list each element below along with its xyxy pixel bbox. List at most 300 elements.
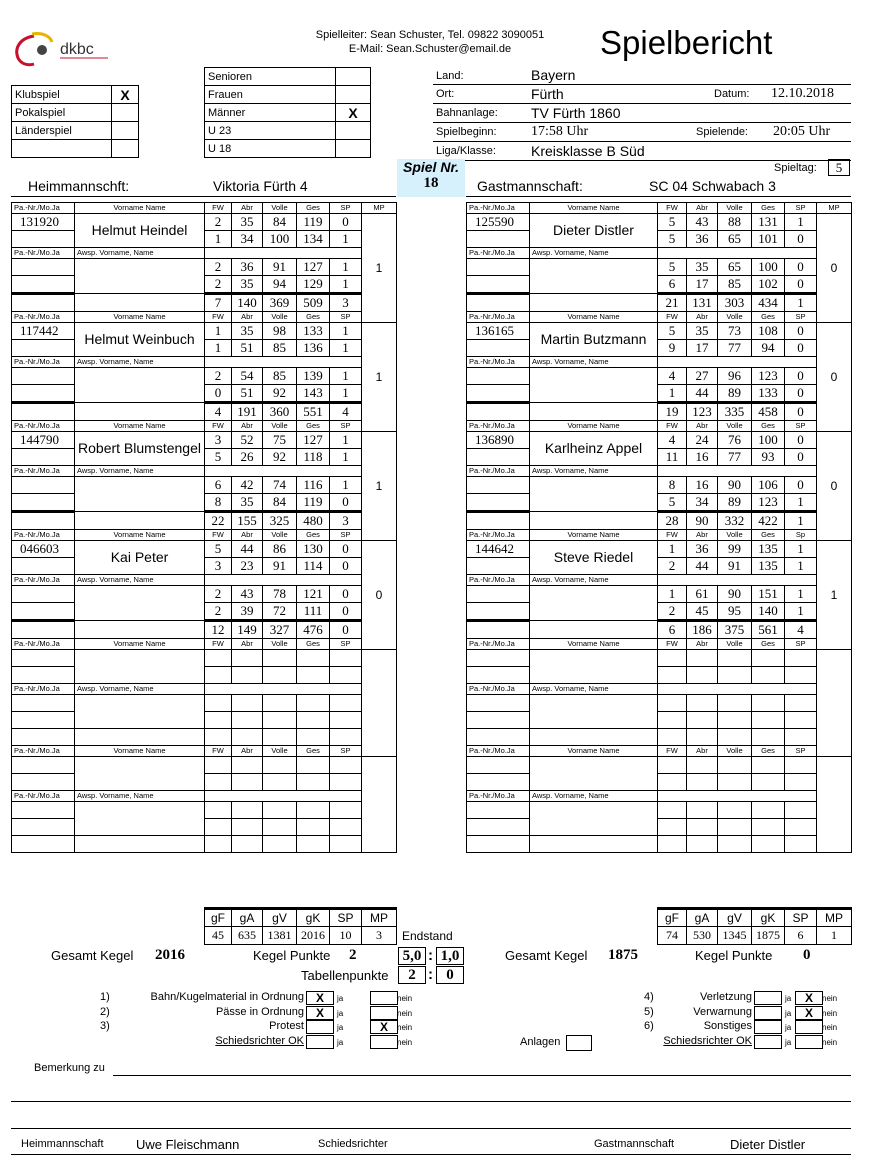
score-cell: 77: [718, 340, 752, 357]
sp-header: SP: [330, 530, 362, 541]
ja-label: ja: [785, 1023, 792, 1032]
totals-value: 10: [330, 927, 362, 945]
abr-header: Abr: [687, 312, 718, 323]
pnr-cell: [12, 558, 75, 575]
abr-header: Abr: [232, 530, 263, 541]
ges-header: Ges: [752, 312, 785, 323]
score-cell: 35: [687, 323, 718, 340]
player-mp: 1: [362, 432, 397, 541]
score-cell: 21: [658, 294, 687, 312]
tab-away: 0: [436, 966, 464, 984]
player-row: [467, 259, 852, 276]
pnr-header: Pa.-Nr./Mo.Ja: [12, 421, 75, 432]
check-nein-box[interactable]: [795, 1020, 823, 1034]
category-mark[interactable]: X: [336, 104, 371, 122]
totals-value: 1345: [718, 927, 752, 945]
check-ja-box[interactable]: X: [306, 1006, 334, 1020]
player-row: [467, 695, 852, 712]
player-mp: 0: [362, 541, 397, 650]
category-row: [205, 86, 371, 104]
abr-header: Abr: [687, 530, 718, 541]
totals-value: 635: [232, 927, 263, 945]
score-cell: 561: [752, 621, 785, 639]
score-cell: 143: [297, 385, 330, 403]
grid-header-row: [467, 530, 852, 541]
score-cell: 0: [785, 323, 817, 340]
info-row-land: Land: Bayern: [433, 67, 851, 85]
name-header: Vorname Name: [75, 639, 205, 650]
player-row: [467, 603, 852, 621]
score-cell: [658, 802, 687, 819]
awsp-name[interactable]: [530, 477, 658, 512]
score-cell: 99: [718, 541, 752, 558]
away-kegelpunkte-label: Kegel Punkte: [695, 948, 773, 963]
anlagen-label: Anlagen: [520, 1036, 561, 1048]
score-cell: [205, 712, 232, 729]
score-cell: 1: [330, 231, 362, 248]
tab-colon: :: [428, 966, 433, 983]
totals-header: gK: [752, 909, 785, 927]
score-cell: 1: [785, 541, 817, 558]
player-name[interactable]: [530, 650, 658, 684]
score-cell: [263, 695, 297, 712]
awsp-name[interactable]: [75, 586, 205, 621]
score-cell: 65: [718, 231, 752, 248]
ges-header: Ges: [297, 312, 330, 323]
score-home: 5,0: [398, 947, 426, 965]
pnr-header: Pa.-Nr./Mo.Ja: [12, 312, 75, 323]
score-cell: 36: [232, 259, 263, 276]
match-type-mark[interactable]: [112, 122, 139, 140]
score-cell: 23: [232, 558, 263, 575]
awsp-name-label: Awsp. Vorname, Name: [75, 248, 205, 259]
sp-header: SP: [330, 312, 362, 323]
pnr-cell: [12, 603, 75, 621]
score-cell: 551: [297, 403, 330, 421]
dkbc-logo: [12, 28, 112, 70]
player-row: [12, 586, 397, 603]
score-cell: 102: [752, 276, 785, 294]
score-cell: [752, 819, 785, 836]
match-type-mark[interactable]: [112, 140, 139, 158]
awsp-name[interactable]: [75, 802, 205, 836]
player-mp: [362, 650, 397, 757]
score-cell: 11: [658, 449, 687, 466]
fw-header: FW: [658, 421, 687, 432]
score-cell: 52: [232, 432, 263, 449]
score-cell: 72: [263, 603, 297, 621]
score-cell: 375: [718, 621, 752, 639]
score-cell: 0: [785, 385, 817, 403]
player-total-row: [467, 836, 852, 853]
player-mp: 0: [817, 214, 852, 323]
match-type-mark[interactable]: X: [112, 86, 139, 104]
score-cell: [785, 712, 817, 729]
awsp-name[interactable]: [75, 477, 205, 512]
home-team-label: Heimmannschft:: [28, 178, 130, 194]
home-team-name: Viktoria Fürth 4: [213, 178, 308, 194]
sp-header: SP: [785, 421, 817, 432]
check-ja-box[interactable]: [306, 1035, 334, 1049]
home-gesamt-value: 2016: [155, 947, 185, 963]
score-cell: [658, 836, 687, 853]
grid-header-row: [467, 746, 852, 757]
pnr-cell: [467, 449, 530, 466]
score-cell: [297, 757, 330, 774]
pnr-cell[interactable]: [12, 650, 75, 667]
score-cell: 1: [658, 541, 687, 558]
awsp-name[interactable]: [75, 695, 205, 729]
anlagen-box[interactable]: [566, 1035, 592, 1051]
score-cell: 100: [752, 259, 785, 276]
home-gesamt-label: Gesamt Kegel: [51, 948, 134, 963]
sp-header: SP: [785, 203, 817, 214]
fw-header: FW: [658, 746, 687, 757]
check-nein-box[interactable]: [370, 1035, 398, 1049]
player-row: [467, 477, 852, 494]
awsp-name[interactable]: [530, 802, 658, 836]
totals-value: 530: [687, 927, 718, 945]
score-cell: 360: [263, 403, 297, 421]
pnr-header: Pa.-Nr./Mo.Ja: [467, 530, 530, 541]
check-nein-box[interactable]: X: [370, 1020, 398, 1034]
score-cell: [330, 712, 362, 729]
name-cell: [75, 403, 205, 421]
score-cell: [297, 729, 330, 746]
pnr-cell: [12, 712, 75, 729]
player-total-row: [467, 512, 852, 530]
score-cell: 108: [752, 323, 785, 340]
score-cell: 73: [718, 323, 752, 340]
awsp-name-label: Awsp. Vorname, Name: [530, 357, 658, 368]
player-row: [467, 385, 852, 403]
score-cell: 19: [658, 403, 687, 421]
pnr-header: Pa.-Nr./Mo.Ja: [12, 530, 75, 541]
away-kegelpunkte-value: 0: [803, 947, 811, 963]
awsp-spacer: [658, 684, 817, 695]
ges-header: Ges: [297, 203, 330, 214]
pnr-cell: [12, 385, 75, 403]
player-mp: 1: [362, 214, 397, 323]
abr-header: Abr: [687, 639, 718, 650]
fw-header: FW: [658, 203, 687, 214]
score-cell: 332: [718, 512, 752, 530]
awsp-name[interactable]: [75, 259, 205, 294]
player-row: [12, 494, 397, 512]
score-cell: 118: [297, 449, 330, 466]
score-cell: 101: [752, 231, 785, 248]
player-name: Karlheinz Appel: [530, 432, 658, 466]
bemerkung-line-3: [11, 1128, 851, 1129]
score-cell: 5: [658, 214, 687, 231]
check-nein-box[interactable]: [370, 991, 398, 1005]
pnr-cell: [467, 695, 530, 712]
check-label: Verletzung: [700, 991, 752, 1003]
score-cell: 24: [687, 432, 718, 449]
score-cell: 61: [687, 586, 718, 603]
volle-header: Volle: [263, 203, 297, 214]
info-row-bahn: Bahnanlage: TV Fürth 1860: [433, 104, 851, 123]
score-cell: [297, 712, 330, 729]
awsp-name[interactable]: [530, 695, 658, 729]
player-row: [12, 667, 397, 684]
name-header: Vorname Name: [530, 312, 658, 323]
awsp-name[interactable]: [530, 368, 658, 403]
score-cell: 8: [658, 477, 687, 494]
totals-header: gA: [232, 909, 263, 927]
score-cell: [232, 729, 263, 746]
pnr-cell[interactable]: [467, 757, 530, 774]
totals-value: 2016: [297, 927, 330, 945]
score-cell: [687, 712, 718, 729]
awsp-pnr-label: Pa.-Nr./Mo.Ja: [12, 466, 75, 477]
score-cell: [687, 650, 718, 667]
score-cell: 4: [658, 368, 687, 385]
pnr-cell: [467, 819, 530, 836]
score-cell: [330, 802, 362, 819]
category-mark[interactable]: [336, 86, 371, 104]
score-cell: [297, 819, 330, 836]
score-cell: [687, 757, 718, 774]
category-row: [205, 122, 371, 140]
score-cell: 22: [205, 512, 232, 530]
pnr-cell: [467, 403, 530, 421]
score-cell: 303: [718, 294, 752, 312]
score-cell: [718, 695, 752, 712]
player-row: [467, 712, 852, 729]
score-cell: [330, 650, 362, 667]
totals-header: gF: [205, 909, 232, 927]
pnr-cell: [12, 259, 75, 276]
check-nein-box[interactable]: [370, 1006, 398, 1020]
score-cell: 434: [752, 294, 785, 312]
check-ja-box[interactable]: [754, 991, 782, 1005]
sp-header: SP: [785, 746, 817, 757]
score-cell: 74: [263, 477, 297, 494]
check-nein-box[interactable]: X: [795, 991, 823, 1005]
score-cell: 0: [330, 541, 362, 558]
pnr-cell: [467, 603, 530, 621]
name-header: Vorname Name: [75, 203, 205, 214]
pnr-cell: [467, 512, 530, 530]
score-cell: [752, 757, 785, 774]
player-row: [12, 802, 397, 819]
score-cell: 5: [658, 231, 687, 248]
score-cell: 155: [232, 512, 263, 530]
score-cell: [297, 802, 330, 819]
check-ja-box[interactable]: [754, 1020, 782, 1034]
score-cell: 92: [263, 385, 297, 403]
score-cell: [752, 802, 785, 819]
fw-header: FW: [205, 312, 232, 323]
player-row: [467, 757, 852, 774]
player-total-row: [467, 294, 852, 312]
score-cell: 4: [785, 621, 817, 639]
home-player-grid: [11, 202, 397, 853]
nein-label: nein: [822, 1037, 838, 1047]
nein-label: nein: [397, 1023, 413, 1032]
pnr-cell: [467, 558, 530, 575]
fw-header: FW: [658, 312, 687, 323]
score-cell: 100: [752, 432, 785, 449]
player-name: Helmut Weinbuch: [75, 323, 205, 357]
score-cell: 95: [718, 603, 752, 621]
score-cell: 131: [752, 214, 785, 231]
player-row: [12, 432, 397, 449]
ges-header: Ges: [297, 639, 330, 650]
match-type-label: Länderspiel: [12, 122, 112, 140]
check-nein-box[interactable]: [795, 1035, 823, 1049]
score-cell: 1: [205, 323, 232, 340]
score-cell: 42: [232, 477, 263, 494]
awsp-spacer: [658, 575, 817, 586]
awsp-row: [467, 684, 852, 695]
player-row: [467, 586, 852, 603]
pnr-cell: [467, 494, 530, 512]
name-cell: [75, 729, 205, 746]
ges-header: Ges: [297, 746, 330, 757]
score-cell: 94: [263, 276, 297, 294]
category-mark[interactable]: [336, 122, 371, 140]
score-cell: 84: [263, 494, 297, 512]
pnr-cell[interactable]: [467, 650, 530, 667]
grid-header-row: [467, 312, 852, 323]
category-label: Senioren: [205, 68, 336, 86]
score-cell: 5: [658, 259, 687, 276]
footer-home-label: Heimmannschaft: [21, 1138, 104, 1150]
score-cell: 84: [263, 214, 297, 231]
score-cell: 1: [330, 385, 362, 403]
check-num: 3): [100, 1020, 110, 1032]
totals-header: gK: [297, 909, 330, 927]
pnr-header: Pa.-Nr./Mo.Ja: [12, 203, 75, 214]
name-cell: [75, 836, 205, 853]
score-cell: [263, 757, 297, 774]
category-row: [205, 140, 371, 158]
name-cell: [75, 621, 205, 639]
score-cell: 127: [297, 432, 330, 449]
score-cell: [232, 819, 263, 836]
score-cell: 0: [785, 477, 817, 494]
score-cell: [752, 667, 785, 684]
player-row: [12, 449, 397, 466]
score-cell: 98: [263, 323, 297, 340]
score-cell: 44: [687, 558, 718, 575]
score-cell: 91: [718, 558, 752, 575]
name-cell: [530, 294, 658, 312]
check-nein-box[interactable]: X: [795, 1006, 823, 1020]
pnr-cell: [467, 802, 530, 819]
player-name[interactable]: [75, 757, 205, 791]
player-mp: 1: [362, 323, 397, 432]
player-name[interactable]: [75, 650, 205, 684]
score-cell: [658, 650, 687, 667]
category-mark[interactable]: [336, 68, 371, 86]
player-pnr: 125590: [467, 214, 530, 231]
score-cell: 1: [785, 603, 817, 621]
score-cell: 8: [205, 494, 232, 512]
score-cell: 1: [330, 276, 362, 294]
player-row: [467, 432, 852, 449]
pnr-cell: [12, 819, 75, 836]
match-type-label: Klubspiel: [12, 86, 112, 104]
check-ja-box[interactable]: [306, 1020, 334, 1034]
fw-header: FW: [658, 639, 687, 650]
ja-label: ja: [337, 1037, 344, 1047]
player-name: Dieter Distler: [530, 214, 658, 248]
score-cell: [718, 819, 752, 836]
pnr-cell: [12, 586, 75, 603]
score-cell: 1: [330, 259, 362, 276]
score-cell: 1: [658, 586, 687, 603]
volle-header: Volle: [718, 312, 752, 323]
pnr-cell: [467, 586, 530, 603]
totals-header-row: [205, 909, 397, 927]
awsp-name[interactable]: [530, 586, 658, 621]
awsp-name[interactable]: [75, 368, 205, 403]
score-cell: [297, 650, 330, 667]
score-cell: [785, 836, 817, 853]
score-cell: 89: [718, 494, 752, 512]
volle-header: Volle: [263, 421, 297, 432]
pnr-cell: [12, 774, 75, 791]
abr-header: Abr: [232, 639, 263, 650]
score-cell: 36: [687, 541, 718, 558]
footer-home-name: Uwe Fleischmann: [136, 1137, 240, 1152]
category-mark[interactable]: [336, 140, 371, 158]
score-cell: [752, 774, 785, 791]
score-cell: 2: [658, 603, 687, 621]
score-cell: 17: [687, 340, 718, 357]
score-cell: 3: [330, 512, 362, 530]
grid-header-row: [12, 639, 397, 650]
player-name[interactable]: [530, 757, 658, 791]
match-type-mark[interactable]: [112, 104, 139, 122]
info-row-beginn: Spielbeginn: 17:58 Uhr Spielende: 20:05 Uhr: [433, 123, 851, 142]
score-cell: 0: [785, 403, 817, 421]
pnr-cell: [12, 667, 75, 684]
leader-info: [270, 28, 590, 56]
player-row: [12, 650, 397, 667]
check-ja-box[interactable]: [754, 1035, 782, 1049]
score-cell: 6: [658, 621, 687, 639]
score-cell: [687, 774, 718, 791]
pnr-cell: [12, 449, 75, 466]
awsp-pnr-label: Pa.-Nr./Mo.Ja: [12, 791, 75, 802]
fw-header: FW: [205, 203, 232, 214]
totals-header: MP: [362, 909, 397, 927]
ges-header: Ges: [752, 203, 785, 214]
score-cell: 1: [785, 558, 817, 575]
volle-header: Volle: [263, 312, 297, 323]
score-cell: 0: [205, 385, 232, 403]
awsp-row: [467, 575, 852, 586]
score-cell: 133: [297, 323, 330, 340]
check-ja-box[interactable]: [754, 1006, 782, 1020]
totals-value: 1: [817, 927, 852, 945]
score-cell: 16: [687, 477, 718, 494]
score-cell: [205, 695, 232, 712]
awsp-spacer: [658, 791, 817, 802]
score-cell: [330, 819, 362, 836]
awsp-spacer: [658, 357, 817, 368]
awsp-name[interactable]: [530, 259, 658, 294]
check-ja-box[interactable]: X: [306, 991, 334, 1005]
score-cell: 5: [658, 494, 687, 512]
score-cell: [687, 729, 718, 746]
pnr-cell[interactable]: [12, 757, 75, 774]
score-cell: 2: [658, 558, 687, 575]
